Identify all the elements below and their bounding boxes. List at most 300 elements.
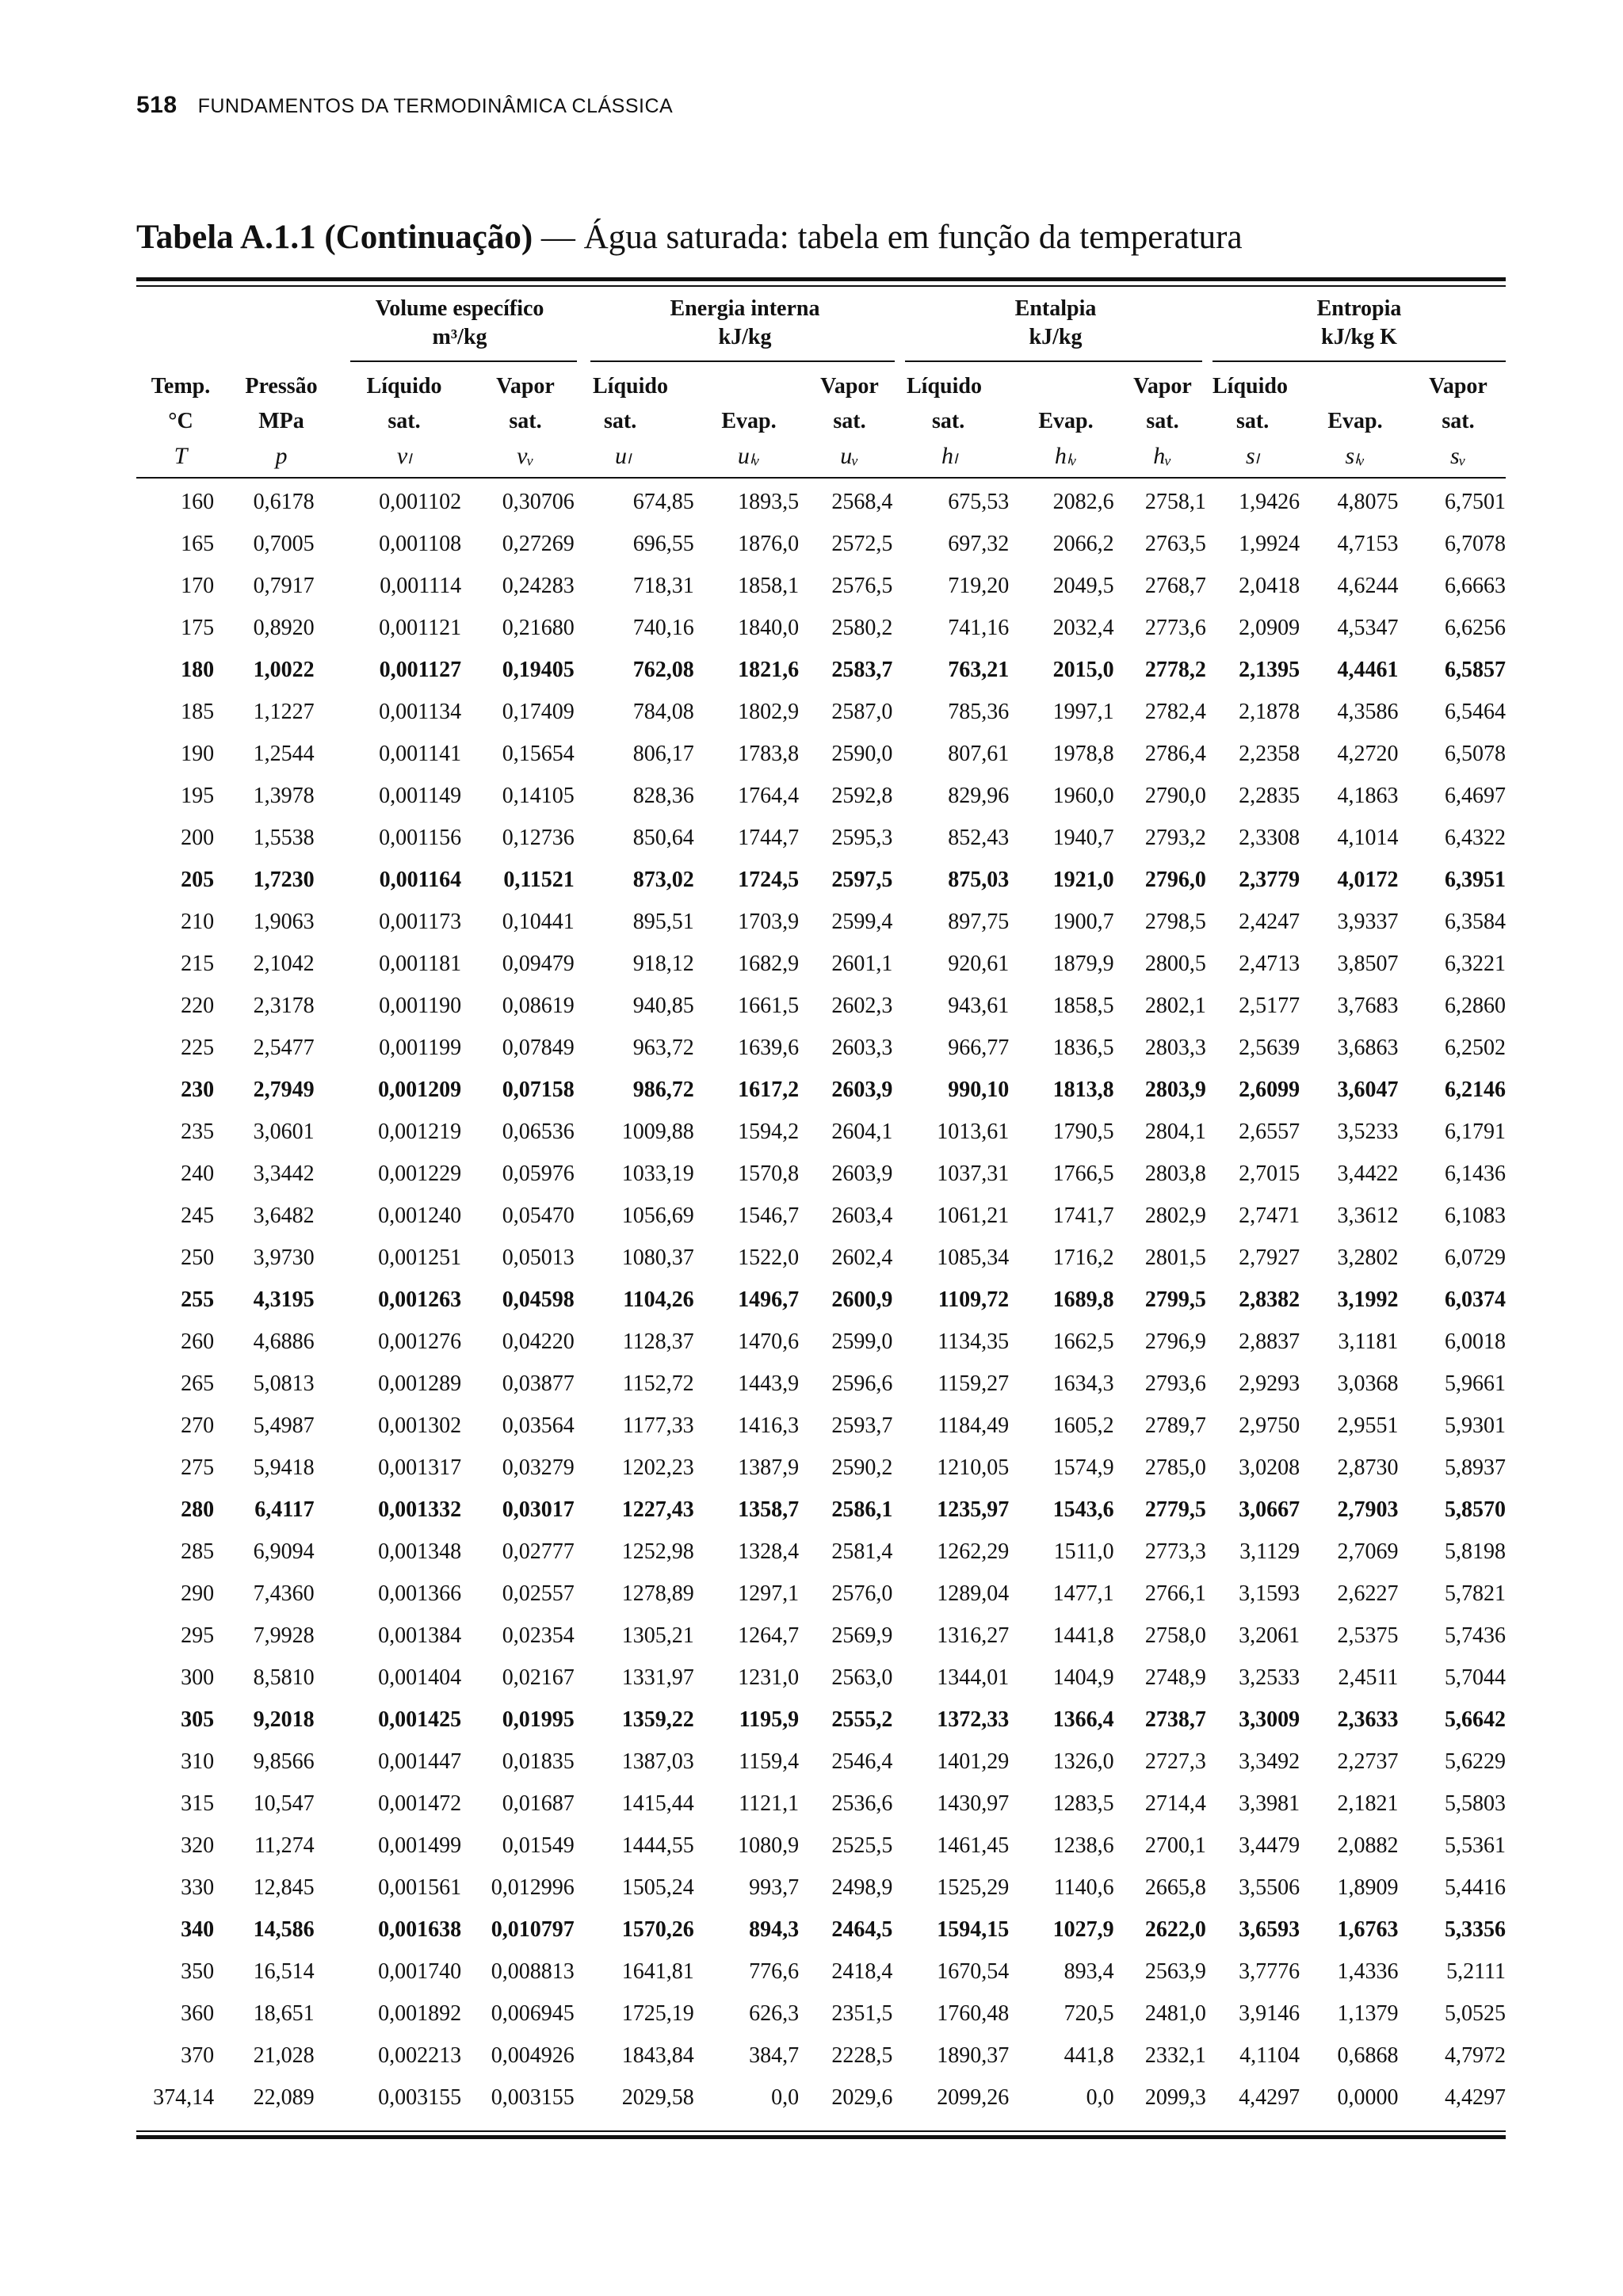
table-cell: 1900,7 [1052,909,1114,934]
table-title: — Água saturada: tabela em função da temperatura [540,219,1243,256]
column-symbol: uᵥ [840,443,859,469]
table-cell: 6,0018 [1445,1329,1506,1354]
table-row [136,1069,1506,1111]
column-header-line1: Líquido [366,374,442,399]
table-row [136,1363,1506,1405]
column-header-line2: °C [168,409,193,433]
column-header-line1: Pressão [245,374,318,399]
table-cell: 1441,8 [1052,1623,1114,1648]
table-cell: 875,03 [948,867,1010,892]
table-cell: 0,001219 [378,1119,462,1144]
table-cell: 2546,4 [831,1749,893,1774]
table-cell: 5,8570 [1445,1497,1506,1522]
table-cell: 3,5233 [1337,1119,1399,1144]
table-cell: 1080,37 [621,1245,694,1270]
table-cell: 2758,0 [1144,1623,1206,1648]
table-cell: 1331,97 [621,1665,694,1690]
table-cell: 0,001173 [379,909,462,934]
table-cell: 740,16 [632,615,694,640]
table-cell: 2,1821 [1337,1791,1399,1816]
table-cell: 1121,1 [739,1791,800,1816]
table-cell: 190 [181,741,215,766]
table-cell: 3,1129 [1239,1539,1300,1564]
table-cell: 2665,8 [1144,1875,1206,1900]
table-cell: 1289,04 [937,1581,1010,1606]
column-header-line2: sat. [604,409,637,433]
table-cell: 697,32 [948,531,1010,556]
table-cell: 0,001251 [378,1245,462,1270]
table-cell: 0,004926 [491,2042,575,2068]
table-row [136,1825,1506,1867]
table-cell: 1,3978 [253,783,315,808]
column-header-line1 [1308,369,1403,404]
table-cell: 0,010797 [491,1917,575,1942]
table-cell: 1783,8 [738,741,800,766]
table-cell: 0,001199 [379,1035,462,1060]
table-cell: 2,3633 [1337,1707,1399,1732]
table-cell: 3,2802 [1337,1245,1399,1270]
table-cell: 1496,7 [738,1287,800,1312]
table-cell: 1879,9 [1052,951,1114,976]
table-cell: 1511,0 [1053,1539,1114,1564]
table-cell: 1876,0 [738,531,800,556]
table-cell: 0,008813 [491,1958,575,1984]
table-row [136,1657,1506,1699]
table-cell: 290 [181,1581,215,1606]
table-cell: 14,586 [253,1917,315,1942]
table-cell: 2,3178 [253,993,315,1018]
table-cell: 852,43 [948,825,1010,850]
table-cell: 6,2502 [1445,1035,1506,1060]
table-cell: 235 [181,1119,215,1144]
table-cell: 2,9750 [1239,1413,1300,1438]
table-cell: 245 [181,1203,215,1228]
table-cell: 2599,4 [831,909,893,934]
table-cell: 1,8909 [1337,1875,1399,1900]
table-cell: 918,12 [632,951,694,976]
table-row [136,1027,1506,1069]
group-title: Volume específico [375,296,544,321]
table-cell: 2536,6 [831,1791,893,1816]
table-cell: 850,64 [632,825,694,850]
table-cell: 1843,84 [621,2042,694,2068]
table-cell: 0,001263 [378,1287,462,1312]
table-cell: 2,0909 [1239,615,1300,640]
table-cell: 1470,6 [738,1329,800,1354]
table-cell: 1262,29 [937,1539,1010,1564]
table-row [136,2035,1506,2077]
column-symbol: vₗ [396,443,412,469]
table-cell: 2600,9 [831,1287,893,1312]
table-cell: 1641,81 [621,1958,694,1984]
table-cell: 2590,0 [831,741,893,766]
table-cell: 1159,4 [739,1749,800,1774]
table-cell: 6,6256 [1445,615,1506,640]
table-cell: 1227,43 [621,1497,694,1522]
table-cell: 275 [181,1455,215,1480]
table-cell: 195 [181,783,215,808]
table-cell: 3,1593 [1239,1581,1300,1606]
table-cell: 1013,61 [937,1119,1010,1144]
table-cell: 295 [181,1623,215,1648]
table-cell: 1790,5 [1052,1119,1114,1144]
table-cell: 2418,4 [831,1958,893,1984]
table-cell: 1316,27 [937,1623,1010,1648]
column-header-hl [907,369,1010,474]
column-header-line2: Evap. [1038,409,1094,433]
table-cell: 0,0 [771,2084,800,2110]
table-cell: 1,9426 [1239,489,1300,514]
table-cell: 1444,55 [621,1833,694,1858]
table-cell: 3,3009 [1239,1707,1300,1732]
table-cell: 5,0813 [253,1371,315,1396]
table-cell: 1416,3 [738,1413,800,1438]
table-cell: 1858,5 [1052,993,1114,1018]
table-cell: 2804,1 [1144,1119,1206,1144]
table-cell: 2332,1 [1144,2042,1206,2068]
table-cell: 0,001134 [379,699,462,724]
table-cell: 0,06536 [502,1119,575,1144]
table-cell: 0,001240 [378,1203,462,1228]
table-cell: 6,2860 [1445,993,1506,1018]
table-cell: 2,5477 [253,1035,315,1060]
table-cell: 265 [181,1371,215,1396]
table-cell: 776,6 [749,1958,800,1984]
table-cell: 0,24283 [502,573,575,598]
table-cell: 762,08 [632,657,694,682]
table-cell: 0,8920 [253,615,315,640]
table-cell: 785,36 [948,699,1010,724]
table-cell: 0,001156 [379,825,462,850]
table-cell: 5,7044 [1445,1665,1506,1690]
table-cell: 350 [181,1958,215,1984]
table-row [136,901,1506,943]
table-cell: 1372,33 [937,1707,1010,1732]
table-cell: 2602,3 [831,993,893,1018]
table-cell: 1505,24 [621,1875,694,1900]
table-cell: 280 [181,1497,215,1522]
column-header-line2: sat. [1442,409,1475,433]
table-cell: 2,9293 [1239,1371,1300,1396]
column-symbol: uₗᵥ [737,443,761,469]
column-header-line2: MPa [258,409,304,433]
table-cell: 3,4422 [1337,1161,1399,1186]
table-cell: 2590,2 [831,1455,893,1480]
table-cell: 2803,9 [1144,1077,1206,1102]
column-header-line1: Vapor [820,374,879,399]
table-cell: 2015,0 [1052,657,1114,682]
table-cell: 6,4697 [1445,783,1506,808]
table-cell: 2,6099 [1239,1077,1300,1102]
column-header-line2: Evap. [721,409,777,433]
column-header-sv [1411,369,1506,474]
table-cell: 1415,44 [621,1791,694,1816]
table-cell: 0,05013 [502,1245,575,1270]
table-cell: 940,85 [632,993,694,1018]
table-cell: 2,5177 [1239,993,1300,1018]
table-cell: 6,0374 [1445,1287,1506,1312]
table-cell: 1231,0 [738,1665,800,1690]
table-cell: 2603,4 [831,1203,893,1228]
table-cell: 1037,31 [937,1161,1010,1186]
column-header-line2: sat. [509,409,542,433]
table-cell: 4,3586 [1337,699,1399,724]
table-cell: 1725,19 [621,2000,694,2026]
top-rule-thin [136,285,1506,287]
table-row [136,1279,1506,1321]
table-cell: 0,01549 [502,1833,575,1858]
column-header-line1: Líquido [593,374,668,399]
table-cell: 4,1104 [1239,2042,1300,2068]
table-cell: 3,2533 [1239,1665,1300,1690]
table-cell: 5,8937 [1445,1455,1506,1480]
group-rule-entropy [1212,360,1506,362]
group-unit: kJ/kg [718,325,772,349]
table-cell: 3,3612 [1337,1203,1399,1228]
table-cell: 0,17409 [502,699,575,724]
table-caption [136,218,1243,257]
table-cell: 3,0368 [1337,1371,1399,1396]
table-cell: 0,7005 [253,531,315,556]
table-cell: 1430,97 [937,1791,1010,1816]
table-cell: 2563,9 [1144,1958,1206,1984]
group-header-entropy [1212,295,1506,352]
table-cell: 1461,45 [937,1833,1010,1858]
table-cell: 1359,22 [621,1707,694,1732]
table-cell: 2595,3 [831,825,893,850]
table-cell: 0,001127 [379,657,462,682]
table-cell: 1235,97 [937,1497,1010,1522]
column-header-line1 [697,369,800,404]
table-cell: 1940,7 [1052,825,1114,850]
table-cell: 3,7683 [1337,993,1399,1018]
saturated-water-table [136,481,1506,2119]
table-cell: 1997,1 [1052,699,1114,724]
table-cell: 0,01835 [502,1749,575,1774]
table-row [136,523,1506,565]
table-cell: 255 [181,1287,215,1312]
table-row [136,1321,1506,1363]
table-cell: 0,02557 [502,1581,575,1606]
table-cell: 1836,5 [1052,1035,1114,1060]
table-cell: 180 [181,657,215,682]
table-cell: 6,9094 [253,1539,315,1564]
table-cell: 0,001499 [378,1833,462,1858]
table-cell: 1477,1 [1052,1581,1114,1606]
table-cell: 260 [181,1329,215,1354]
table-cell: 1617,2 [738,1077,800,1102]
table-cell: 8,5810 [253,1665,315,1690]
table-cell: 3,9337 [1337,909,1399,934]
table-cell: 21,028 [253,2042,315,2068]
table-cell: 1634,3 [1052,1371,1114,1396]
table-cell: 2,2358 [1239,741,1300,766]
table-cell: 2576,5 [831,573,893,598]
table-cell: 6,7501 [1445,489,1506,514]
column-header-line2: sat. [1236,409,1270,433]
table-cell: 0,001472 [378,1791,462,1816]
table-cell: 2597,5 [831,867,893,892]
table-cell: 5,4416 [1445,1875,1506,1900]
table-cell: 0,11521 [503,867,575,892]
column-header-vv [474,369,577,474]
table-cell: 374,14 [153,2084,215,2110]
table-row [136,1699,1506,1741]
table-row [136,985,1506,1027]
table-cell: 2,2737 [1337,1749,1399,1774]
table-cell: 320 [181,1833,215,1858]
table-cell: 2572,5 [831,531,893,556]
group-rule-volume [350,360,577,362]
table-cell: 1570,26 [621,1917,694,1942]
table-cell: 2,5375 [1337,1623,1399,1648]
table-cell: 4,0172 [1337,867,1399,892]
table-cell: 3,0208 [1239,1455,1300,1480]
table-cell: 2789,7 [1144,1413,1206,1438]
column-header-hv [1117,369,1208,474]
table-cell: 0,03564 [502,1413,575,1438]
table-cell: 2802,9 [1144,1203,1206,1228]
table-cell: 897,75 [948,909,1010,934]
table-cell: 4,3195 [253,1287,315,1312]
column-header-slv [1308,369,1403,474]
group-rule-enthalpy [905,360,1202,362]
table-cell: 1056,69 [621,1203,694,1228]
table-cell: 0,001229 [378,1161,462,1186]
table-cell: 1570,8 [738,1161,800,1186]
table-cell: 0,07849 [502,1035,575,1060]
table-cell: 1670,54 [937,1958,1010,1984]
table-cell: 3,6863 [1337,1035,1399,1060]
table-cell: 696,55 [632,531,694,556]
table-cell: 1802,9 [738,699,800,724]
table-cell: 2029,6 [831,2084,893,2110]
table-cell: 1085,34 [937,1245,1010,1270]
table-cell: 1283,5 [1052,1791,1114,1816]
table-cell: 2,7949 [253,1077,315,1102]
table-cell: 170 [181,573,215,598]
table-cell: 2785,0 [1144,1455,1206,1480]
table-cell: 0,05470 [502,1203,575,1228]
column-symbol: hᵥ [1153,443,1172,469]
table-cell: 1109,72 [938,1287,1010,1312]
table-cell: 2,7015 [1239,1161,1300,1186]
table-cell: 0,001108 [379,531,462,556]
table-cell: 0,001892 [378,2000,462,2026]
column-header-line1: Vapor [1429,374,1487,399]
table-cell: 250 [181,1245,215,1270]
table-cell: 0,001289 [378,1371,462,1396]
table-cell: 2798,5 [1144,909,1206,934]
table-cell: 1326,0 [1052,1749,1114,1774]
table-cell: 160 [181,489,215,514]
table-cell: 1443,9 [738,1371,800,1396]
table-cell: 0,001181 [379,951,462,976]
table-cell: 1,1227 [253,699,315,724]
column-header-line2: sat. [1146,409,1179,433]
table-cell: 763,21 [948,657,1010,682]
table-cell: 205 [181,867,215,892]
table-cell: 2790,0 [1144,783,1206,808]
table-cell: 784,08 [632,699,694,724]
table-cell: 0,14105 [502,783,575,808]
table-cell: 0,001121 [379,615,462,640]
table-cell: 384,7 [749,2042,800,2068]
table-cell: 6,3584 [1445,909,1506,934]
table-cell: 0,001102 [379,489,462,514]
table-row [136,1993,1506,2035]
column-symbol: p [275,443,288,469]
table-cell: 0,04598 [502,1287,575,1312]
table-cell: 2802,1 [1144,993,1206,1018]
table-cell: 2758,1 [1144,489,1206,514]
table-cell: 340 [181,1917,215,1942]
table-cell: 165 [181,531,215,556]
table-cell: 2583,7 [831,657,893,682]
table-cell: 3,3492 [1239,1749,1300,1774]
table-cell: 6,5464 [1445,699,1506,724]
table-cell: 0,001384 [378,1623,462,1648]
column-header-line1: Temp. [151,374,211,399]
table-cell: 1328,4 [738,1539,800,1564]
table-cell: 1890,37 [937,2042,1010,2068]
table-cell: 0,02167 [502,1665,575,1690]
table-cell: 806,17 [632,741,694,766]
table-cell: 0,001209 [378,1077,462,1102]
table-cell: 0,001638 [378,1917,462,1942]
table-cell: 986,72 [632,1077,694,1102]
table-cell: 1264,7 [738,1623,800,1648]
table-row [136,1951,1506,1993]
table-cell: 2464,5 [831,1917,893,1942]
table-cell: 1546,7 [738,1203,800,1228]
table-cell: 7,4360 [253,1581,315,1606]
table-cell: 6,7078 [1445,531,1506,556]
table-cell: 2773,6 [1144,615,1206,640]
table-cell: 9,8566 [253,1749,315,1774]
table-cell: 5,9418 [253,1455,315,1480]
table-cell: 0,02777 [502,1539,575,1564]
table-cell: 0,001149 [379,783,462,808]
table-cell: 1104,26 [623,1287,694,1312]
table-cell: 0,08619 [502,993,575,1018]
table-row [136,817,1506,859]
table-cell: 2714,4 [1144,1791,1206,1816]
table-cell: 2,2835 [1239,783,1300,808]
table-cell: 0,05976 [502,1161,575,1186]
table-cell: 0,001190 [379,993,462,1018]
table-cell: 1009,88 [621,1119,694,1144]
table-cell: 675,53 [948,489,1010,514]
table-cell: 2,7069 [1337,1539,1399,1564]
table-cell: 0,6178 [253,489,315,514]
table-cell: 6,1436 [1445,1161,1506,1186]
table-cell: 6,3221 [1445,951,1506,976]
table-cell: 1525,29 [937,1875,1010,1900]
table-row [136,1909,1506,1951]
table-cell: 6,3951 [1445,867,1506,892]
table-cell: 1,4336 [1337,1958,1399,1984]
table-cell: 1703,9 [738,909,800,934]
table-cell: 1,9063 [253,909,315,934]
table-row [136,1573,1506,1615]
table-cell: 0,0 [1086,2084,1114,2110]
table-cell: 5,6642 [1445,1707,1506,1732]
column-header-sl [1212,369,1316,474]
table-cell: 4,1863 [1337,783,1399,808]
column-symbol: hₗ [941,443,957,469]
table-cell: 2763,5 [1144,531,1206,556]
